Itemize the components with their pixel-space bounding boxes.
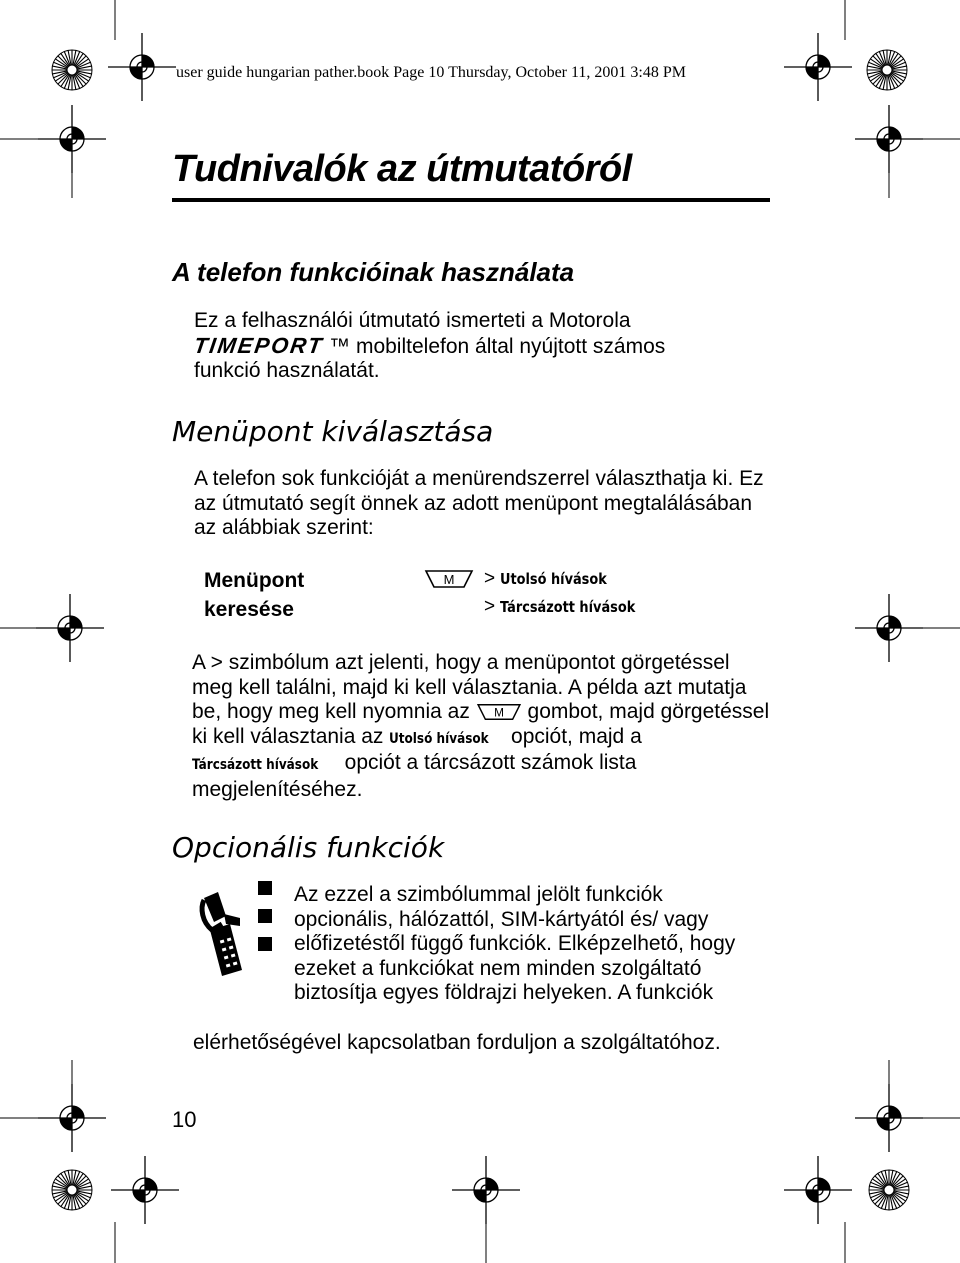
title-rule bbox=[172, 198, 770, 202]
explanation-text-1: A > szimbólum azt jelenti, hogy a menüpontot görgetéssel meg kell találni, majd ki kell választania. A példa azt mutatja be, hogy meg kell nyomnia az bbox=[192, 651, 747, 723]
intro-line-3: funkció használatát. bbox=[194, 359, 380, 382]
menu-item-recent-calls: Utolsó hívások bbox=[500, 570, 608, 588]
menu-key-icon bbox=[476, 702, 522, 722]
menu-example-label bbox=[204, 566, 304, 624]
page-number: 10 bbox=[172, 1107, 197, 1132]
svg-text:M: M bbox=[493, 705, 504, 720]
optional-paragraph: Az ezzel a szimbólummal jelölt funkciók opcionális, hálózattól, SIM-kártyától és/ vagy előfizetéstől függő funkciók. Elképzelhető, hogy ezeket a funkciókat nem minden szolgáltató biztosítja egyes földrajzi helyeken. A funkciók bbox=[294, 883, 736, 1004]
explanation-text-2: gombot, majd görgetéssel ki kell választania az bbox=[192, 700, 770, 748]
menu-item-dialed-calls: Tárcsázott hívások bbox=[500, 598, 636, 616]
section-heading-functions: A telefon funkcióinak használata bbox=[172, 257, 575, 287]
section-heading-menu: Menüpont kiválasztása bbox=[172, 415, 494, 448]
intro-paragraph bbox=[194, 309, 754, 384]
explanation-item-dialed-calls: Tárcsázott hívások bbox=[192, 757, 319, 773]
intro-line-1: Ez a felhasználói útmutató ismerteti a Motorola bbox=[194, 309, 631, 332]
intro-line-2: mobiltelefon által nyújtott számos bbox=[355, 334, 666, 358]
menu-path-row-2 bbox=[484, 595, 658, 619]
menu-key-icon bbox=[424, 568, 474, 590]
menu-intro-paragraph: A telefon sok funkcióját a menürendszerrel választhatja ki. Ez az útmutató segít önnek az adott menüpont megtalálásában az alábbiak szerint: bbox=[194, 467, 764, 539]
trademark: ™ bbox=[329, 334, 351, 358]
menu-explanation-paragraph bbox=[192, 651, 772, 802]
explanation-text-4: opciót a tárcsázott számok lista megjelenítéséhez. bbox=[192, 751, 637, 801]
page-title: Tudnivalók az útmutatóról bbox=[172, 148, 632, 190]
explanation-text-3: opciót, majd a bbox=[511, 724, 642, 748]
optional-paragraph-continued: elérhetőségével kapcsolatban forduljon a szolgáltatóhoz. bbox=[193, 1031, 721, 1054]
explanation-item-recent-calls: Utolsó hívások bbox=[389, 730, 489, 747]
menu-arrow: > bbox=[484, 596, 496, 617]
menu-example-label-line2: keresése bbox=[204, 598, 294, 621]
menu-example-label-line1: Menüpont bbox=[204, 569, 305, 592]
print-info-header: user guide hungarian pather.book Page 10 Thursday, October 11, 2001 3:48 PM bbox=[176, 64, 686, 81]
menu-arrow: > bbox=[484, 568, 496, 589]
section-heading-optional: Opcionális funkciók bbox=[172, 831, 445, 864]
svg-text:M: M bbox=[443, 572, 455, 587]
optional-feature-phone-icon bbox=[196, 878, 278, 982]
menu-path-row-1 bbox=[484, 567, 625, 591]
brand-logo: TIMEPORT bbox=[192, 332, 326, 358]
